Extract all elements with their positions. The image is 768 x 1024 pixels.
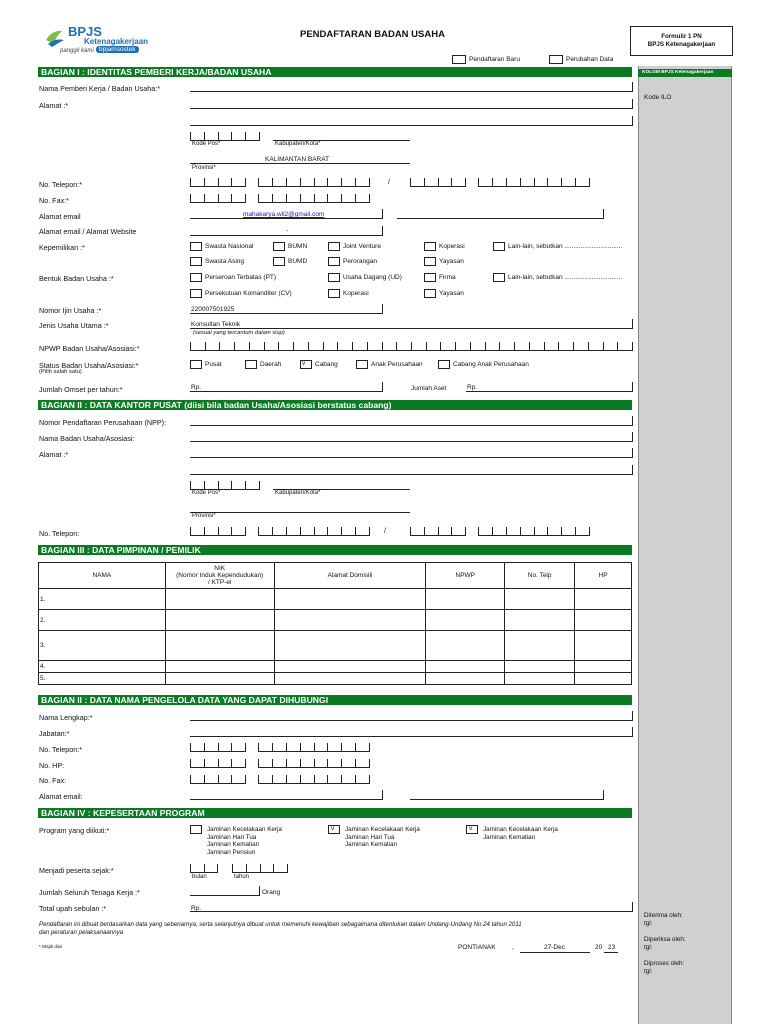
input-email-pengelola-2[interactable] [410, 790, 604, 800]
input-kode-pos-pusat[interactable] [190, 481, 260, 490]
checkbox-pendaftaran-baru[interactable] [452, 55, 466, 64]
input-telepon2-pusat-area[interactable] [410, 527, 466, 536]
checkbox-bumd[interactable] [273, 257, 285, 266]
label-pendaftaran-baru: Pendaftaran Baru [469, 56, 520, 63]
program-1-jht: Jaminan Hari Tua [207, 833, 257, 841]
label-orang: Orang [262, 889, 281, 896]
side-diterima: Diterima oleh: [644, 912, 683, 919]
form-id-box [630, 26, 733, 56]
checkbox-ud[interactable] [328, 273, 340, 282]
label-nama-badan-pusat: Nama Badan Usaha/Asosiasi: [39, 434, 135, 443]
omset-rp: Rp. [191, 384, 202, 391]
input-npwp-badan[interactable] [190, 342, 633, 351]
program-2-jkm: Jaminan Kematian [345, 841, 398, 849]
value-provinsi: KALIMANTAN BARAT [265, 156, 330, 163]
section-1-header: BAGIAN I : IDENTITAS PEMBERI KERJA/BADAN USAHA [38, 67, 632, 77]
footer-date: 27-Dec [544, 944, 565, 951]
label-omset: Jumlah Omset per tahun:* [39, 385, 123, 394]
label-email-pengelola: Alamat email: [39, 792, 83, 801]
program-3-jkm: Jaminan Kematian [483, 833, 536, 841]
label-program: Program yang diikuti:* [39, 826, 110, 835]
label-bentuk-usaha: Bentuk Badan Usaha :* [39, 274, 114, 283]
bpjs-side-column [638, 66, 732, 1024]
input-bulan[interactable] [190, 864, 218, 873]
input-fax-pengelola-area[interactable] [190, 775, 246, 784]
input-telepon-pusat-area[interactable] [190, 527, 246, 536]
input-telepon2-number[interactable] [478, 178, 590, 187]
label-provinsi: Provinsi* [192, 165, 216, 171]
input-nama-lengkap[interactable] [190, 711, 633, 721]
opt-koperasi: Koperasi [439, 243, 465, 250]
checkbox-koperasi[interactable] [424, 242, 436, 251]
input-telepon-pusat-number[interactable] [258, 527, 370, 536]
table-row[interactable] [39, 661, 632, 673]
input-fax-area[interactable] [190, 194, 246, 203]
footer-city: PONTIANAK [458, 944, 496, 951]
status-cabang-mark: v [302, 360, 306, 367]
label-jabatan: Jabatan:* [39, 729, 70, 738]
input-npp[interactable] [190, 416, 633, 426]
input-hp-pengelola-number[interactable] [258, 759, 370, 768]
footer-statement-2: dan peraturan pelaksanaannya [39, 929, 124, 936]
checkbox-status-anak[interactable] [356, 360, 368, 369]
checkbox-status-cabang[interactable] [300, 360, 312, 369]
col-npwp: NPWP [426, 563, 505, 589]
program-3-jkk: Jaminan Kecelakaan Kerja [483, 826, 558, 833]
input-alamat-pusat-line1[interactable] [190, 448, 633, 458]
opt-cv: Persekutuan Komanditer (CV) [205, 290, 292, 297]
label-total-upah: Total upah sebulan :* [39, 904, 107, 913]
hint-status-usaha: (Pilih salah satu) [39, 369, 82, 375]
label-tenaga-kerja: Jumlah Seluruh Tenaga Kerja :* [39, 888, 140, 897]
checkbox-status-pusat[interactable] [190, 360, 202, 369]
program-1-jkm: Jaminan Kematian [207, 841, 260, 849]
form-id-line1: Formulir 1 PN [661, 33, 702, 40]
opt-bumn: BUMN [288, 243, 308, 250]
col-telp: No. Telp [505, 563, 575, 589]
opt-firma: Firma [439, 274, 456, 281]
row-number: 1. [39, 589, 166, 610]
input-email2[interactable] [397, 209, 604, 219]
label-telepon-pengelola: No. Telepon:* [39, 745, 83, 754]
input-kode-pos[interactable] [190, 132, 260, 141]
input-hp-pengelola-area[interactable] [190, 759, 246, 768]
label-kabupaten: Kabupaten/Kota* [275, 141, 321, 147]
opt-joint-venture: Joint Venture [343, 243, 381, 250]
label-aset: Jumlah Aset [411, 385, 447, 392]
opt-status-daerah: Daerah [260, 361, 282, 368]
input-telepon-number[interactable] [258, 178, 370, 187]
checkbox-program-3[interactable] [466, 825, 478, 834]
label-telepon: No. Telepon:* [39, 180, 83, 189]
col-alamat: Alamat Domisili [274, 563, 426, 589]
label-kepemilikan: Kepemilikan :* [39, 243, 85, 252]
logo-brand: BPJS [68, 24, 102, 39]
checkbox-lain-lain-kepemilikan[interactable] [493, 242, 505, 251]
opt-status-pusat: Pusat [205, 361, 222, 368]
table-row[interactable] [39, 610, 632, 631]
label-alamat-pusat: Alamat :* [39, 450, 69, 459]
checkbox-bumn[interactable] [273, 242, 285, 251]
label-kabupaten-pusat: Kabupaten/Kota* [275, 490, 321, 496]
upah-rp: Rp. [191, 905, 202, 912]
label-fax: No. Fax:* [39, 196, 69, 205]
opt-swasta-asing: Swasta Asing [205, 258, 245, 265]
opt-lain-lain-bentuk: Lain-lain, sebutkan ................................ [508, 274, 623, 281]
footer-comma: , [512, 944, 514, 951]
checkbox-yayasan[interactable] [424, 257, 436, 266]
checkbox-lain-lain-bentuk[interactable] [493, 273, 505, 282]
label-kode-pos: Kode Pos* [192, 141, 221, 147]
side-diperiksa-tgl: tgl: [644, 944, 653, 951]
value-ijin-usaha: 220007501925 [191, 306, 235, 313]
bpjs-logo [44, 24, 174, 58]
program-1-jkk: Jaminan Kecelakaan Kerja [207, 826, 282, 833]
row-number: 3. [39, 631, 166, 661]
side-column-header: KOLOM BPJS Ketenagakerjaan [638, 69, 732, 77]
checkbox-program-1[interactable] [190, 825, 202, 834]
label-nama-lengkap: Nama Lengkap:* [39, 713, 93, 722]
input-aset[interactable] [466, 382, 633, 392]
page-title: PENDAFTARAN BADAN USAHA [300, 29, 445, 40]
opt-pt: Perseroan Terbatas (PT) [205, 274, 277, 281]
opt-ud: Usaha Dagang (UD) [343, 274, 402, 281]
input-jabatan[interactable] [190, 727, 633, 737]
label-jenis-usaha: Jenis Usaha Utama :* [39, 321, 109, 330]
table-header-row [39, 563, 632, 589]
input-alamat-line1[interactable] [190, 99, 633, 109]
input-telepon-pengelola-area[interactable] [190, 743, 246, 752]
program-2-jkk: Jaminan Kecelakaan Kerja [345, 826, 420, 833]
input-email-pengelola[interactable] [190, 790, 383, 800]
program-2-jht: Jaminan Hari Tua [345, 833, 395, 841]
label-fax-pengelola: No. Fax: [39, 776, 67, 785]
checkbox-swasta-nasional[interactable] [190, 242, 202, 251]
footer-statement: Pendaftaran ini dibuat berdasarkan data yang sebenarnya, serta selanjutnya dibuat untuk memenuhi kewajiban sebagaimana ditentukan dalam Undang-Undang No.24 tahun 2011 [39, 921, 522, 928]
section-3-header: BAGIAN III : DATA PIMPINAN / PEMILIK [38, 545, 632, 555]
input-alamat-pusat-line2[interactable] [190, 465, 633, 475]
logo-subtitle: Ketenagakerjaan [84, 37, 149, 46]
input-telepon2-area[interactable] [410, 178, 466, 187]
opt-status-anak: Anak Perusahaan [371, 361, 423, 368]
input-total-upah[interactable] [190, 902, 633, 912]
form-id-line2: BPJS Ketenagakerjaan [647, 41, 716, 48]
input-omset[interactable] [190, 382, 383, 392]
input-nama-pemberi-kerja[interactable] [190, 82, 633, 92]
input-kabupaten-pusat[interactable] [273, 480, 410, 490]
col-nama: NAMA [39, 563, 166, 589]
value-website: - [286, 227, 289, 234]
input-alamat-line2[interactable] [190, 116, 633, 126]
aset-rp: Rp. [467, 384, 478, 391]
checkbox-koperasi-bentuk[interactable] [328, 289, 340, 298]
label-nama-pemberi-kerja: Nama Pemberi Kerja / Badan Usaha:* [39, 84, 161, 93]
checkbox-cv[interactable] [190, 289, 202, 298]
logo-tagline: panggil kami [60, 48, 94, 54]
opt-yayasan-bentuk: Yayasan [439, 290, 464, 297]
program-option-2 [345, 826, 420, 849]
checkbox-perorangan[interactable] [328, 257, 340, 266]
input-jenis-usaha[interactable] [190, 319, 633, 329]
table-row[interactable] [39, 631, 632, 661]
opt-status-cabang-anak: Cabang Anak Perusahaan [453, 361, 529, 368]
input-tahun[interactable] [232, 864, 288, 873]
row-number: 5. [39, 673, 166, 685]
side-diproses-tgl: tgl: [644, 968, 653, 975]
checkbox-status-cabang-anak[interactable] [438, 360, 450, 369]
opt-swasta-nasional: Swasta Nasional [205, 243, 254, 250]
logo-mark-icon [44, 28, 66, 48]
label-hp-pengelola: No. HP: [39, 761, 65, 770]
checkbox-pt[interactable] [190, 273, 202, 282]
label-bulan: bulan [192, 874, 207, 880]
section-pengelola-header: BAGIAN II : DATA NAMA PENGELOLA DATA YANG DAPAT DIHUBUNGI [38, 695, 632, 705]
side-kode-ilo: Kode ILO [644, 94, 672, 101]
checkbox-status-daerah[interactable] [245, 360, 257, 369]
opt-lain-lain-kepemilikan: Lain-lain, sebutkan ................................ [508, 243, 623, 250]
program-option-3 [483, 826, 558, 841]
label-provinsi-pusat: Provinsi* [192, 513, 216, 519]
label-alamat: Alamat :* [39, 101, 69, 110]
program-2-mark: v [331, 825, 335, 832]
input-telepon2-pusat-number[interactable] [478, 527, 590, 536]
footer-year: 23 [608, 944, 616, 951]
input-tenaga-kerja[interactable] [190, 886, 260, 896]
footer-year-prefix: 20 [595, 944, 603, 951]
opt-perorangan: Perorangan [343, 258, 377, 265]
hint-jenis-usaha: (sesuai yang tercantum dalam siup) [193, 330, 285, 336]
program-option-1 [207, 826, 282, 856]
input-telepon-area[interactable] [190, 178, 246, 187]
telepon-pusat-separator: / [384, 528, 386, 535]
value-jenis-usaha: Konsultan Teknik [191, 321, 241, 328]
col-hp: HP [575, 563, 632, 589]
table-row[interactable] [39, 589, 632, 610]
pimpinan-table [38, 562, 632, 685]
label-telepon-pusat: No. Telepon: [39, 529, 80, 538]
opt-koperasi-bentuk: Koperasi [343, 290, 369, 297]
input-fax-number[interactable] [258, 194, 370, 203]
section-2-header: BAGIAN II : DATA KANTOR PUSAT (diisi bila badan Usaha/Asosiasi berstatus cabang) [38, 400, 632, 410]
section-4-header: BAGIAN IV : KEPESERTAAN PROGRAM [38, 808, 632, 818]
checkbox-joint-venture[interactable] [328, 242, 340, 251]
label-tahun: tahun [234, 874, 250, 880]
checkbox-program-2[interactable] [328, 825, 340, 834]
telepon-separator: / [388, 179, 390, 186]
label-website: Alamat email / Alamat Website [39, 227, 137, 236]
label-perubahan-data: Perubahan Data [566, 56, 614, 63]
input-provinsi-pusat[interactable] [190, 503, 410, 513]
label-peserta-sejak: Menjadi peserta sejak:* [39, 866, 114, 875]
input-telepon-pengelola-number[interactable] [258, 743, 370, 752]
program-3-mark: v [469, 825, 473, 832]
col-nik: NIK (Nomor Induk Kependudukan) / KTP-el [165, 563, 274, 589]
opt-status-cabang: Cabang [315, 361, 338, 368]
checkbox-swasta-asing[interactable] [190, 257, 202, 266]
table-row[interactable] [39, 673, 632, 685]
label-kode-pos-pusat: Kode Pos* [192, 490, 221, 496]
checkbox-firma[interactable] [424, 273, 436, 282]
input-nama-badan-pusat[interactable] [190, 432, 633, 442]
input-fax-pengelola-number[interactable] [258, 775, 370, 784]
label-status-usaha: Status Badan Usaha/Asosiasi:* [39, 361, 139, 370]
logo-pill: bpjamsostek [96, 46, 139, 53]
label-ijin-usaha: Nomor Ijin Usaha :* [39, 306, 102, 315]
value-email: mahakarya.wil2@gmail.com [243, 211, 325, 218]
row-number: 4. [39, 661, 166, 673]
label-npp: Nomor Pendaftaran Perusahaan (NPP): [39, 418, 167, 427]
checkbox-yayasan-bentuk[interactable] [424, 289, 436, 298]
input-kabupaten[interactable] [273, 131, 410, 141]
row-number: 2. [39, 610, 166, 631]
side-diterima-tgl: tgl: [644, 920, 653, 927]
opt-yayasan: Yayasan [439, 258, 464, 265]
label-npwp-badan: NPWP Badan Usaha/Asosiasi:* [39, 344, 140, 353]
label-email: Alamat email [39, 212, 81, 221]
program-1-jp: Jaminan Pensiun [207, 848, 256, 856]
opt-bumd: BUMD [288, 258, 308, 265]
side-diperiksa: Diperiksa oleh: [644, 936, 686, 943]
checkbox-perubahan-data[interactable] [549, 55, 563, 64]
side-diproses: Diproses oleh: [644, 960, 685, 967]
footer-wajib: * Wajib diisi [39, 944, 63, 949]
